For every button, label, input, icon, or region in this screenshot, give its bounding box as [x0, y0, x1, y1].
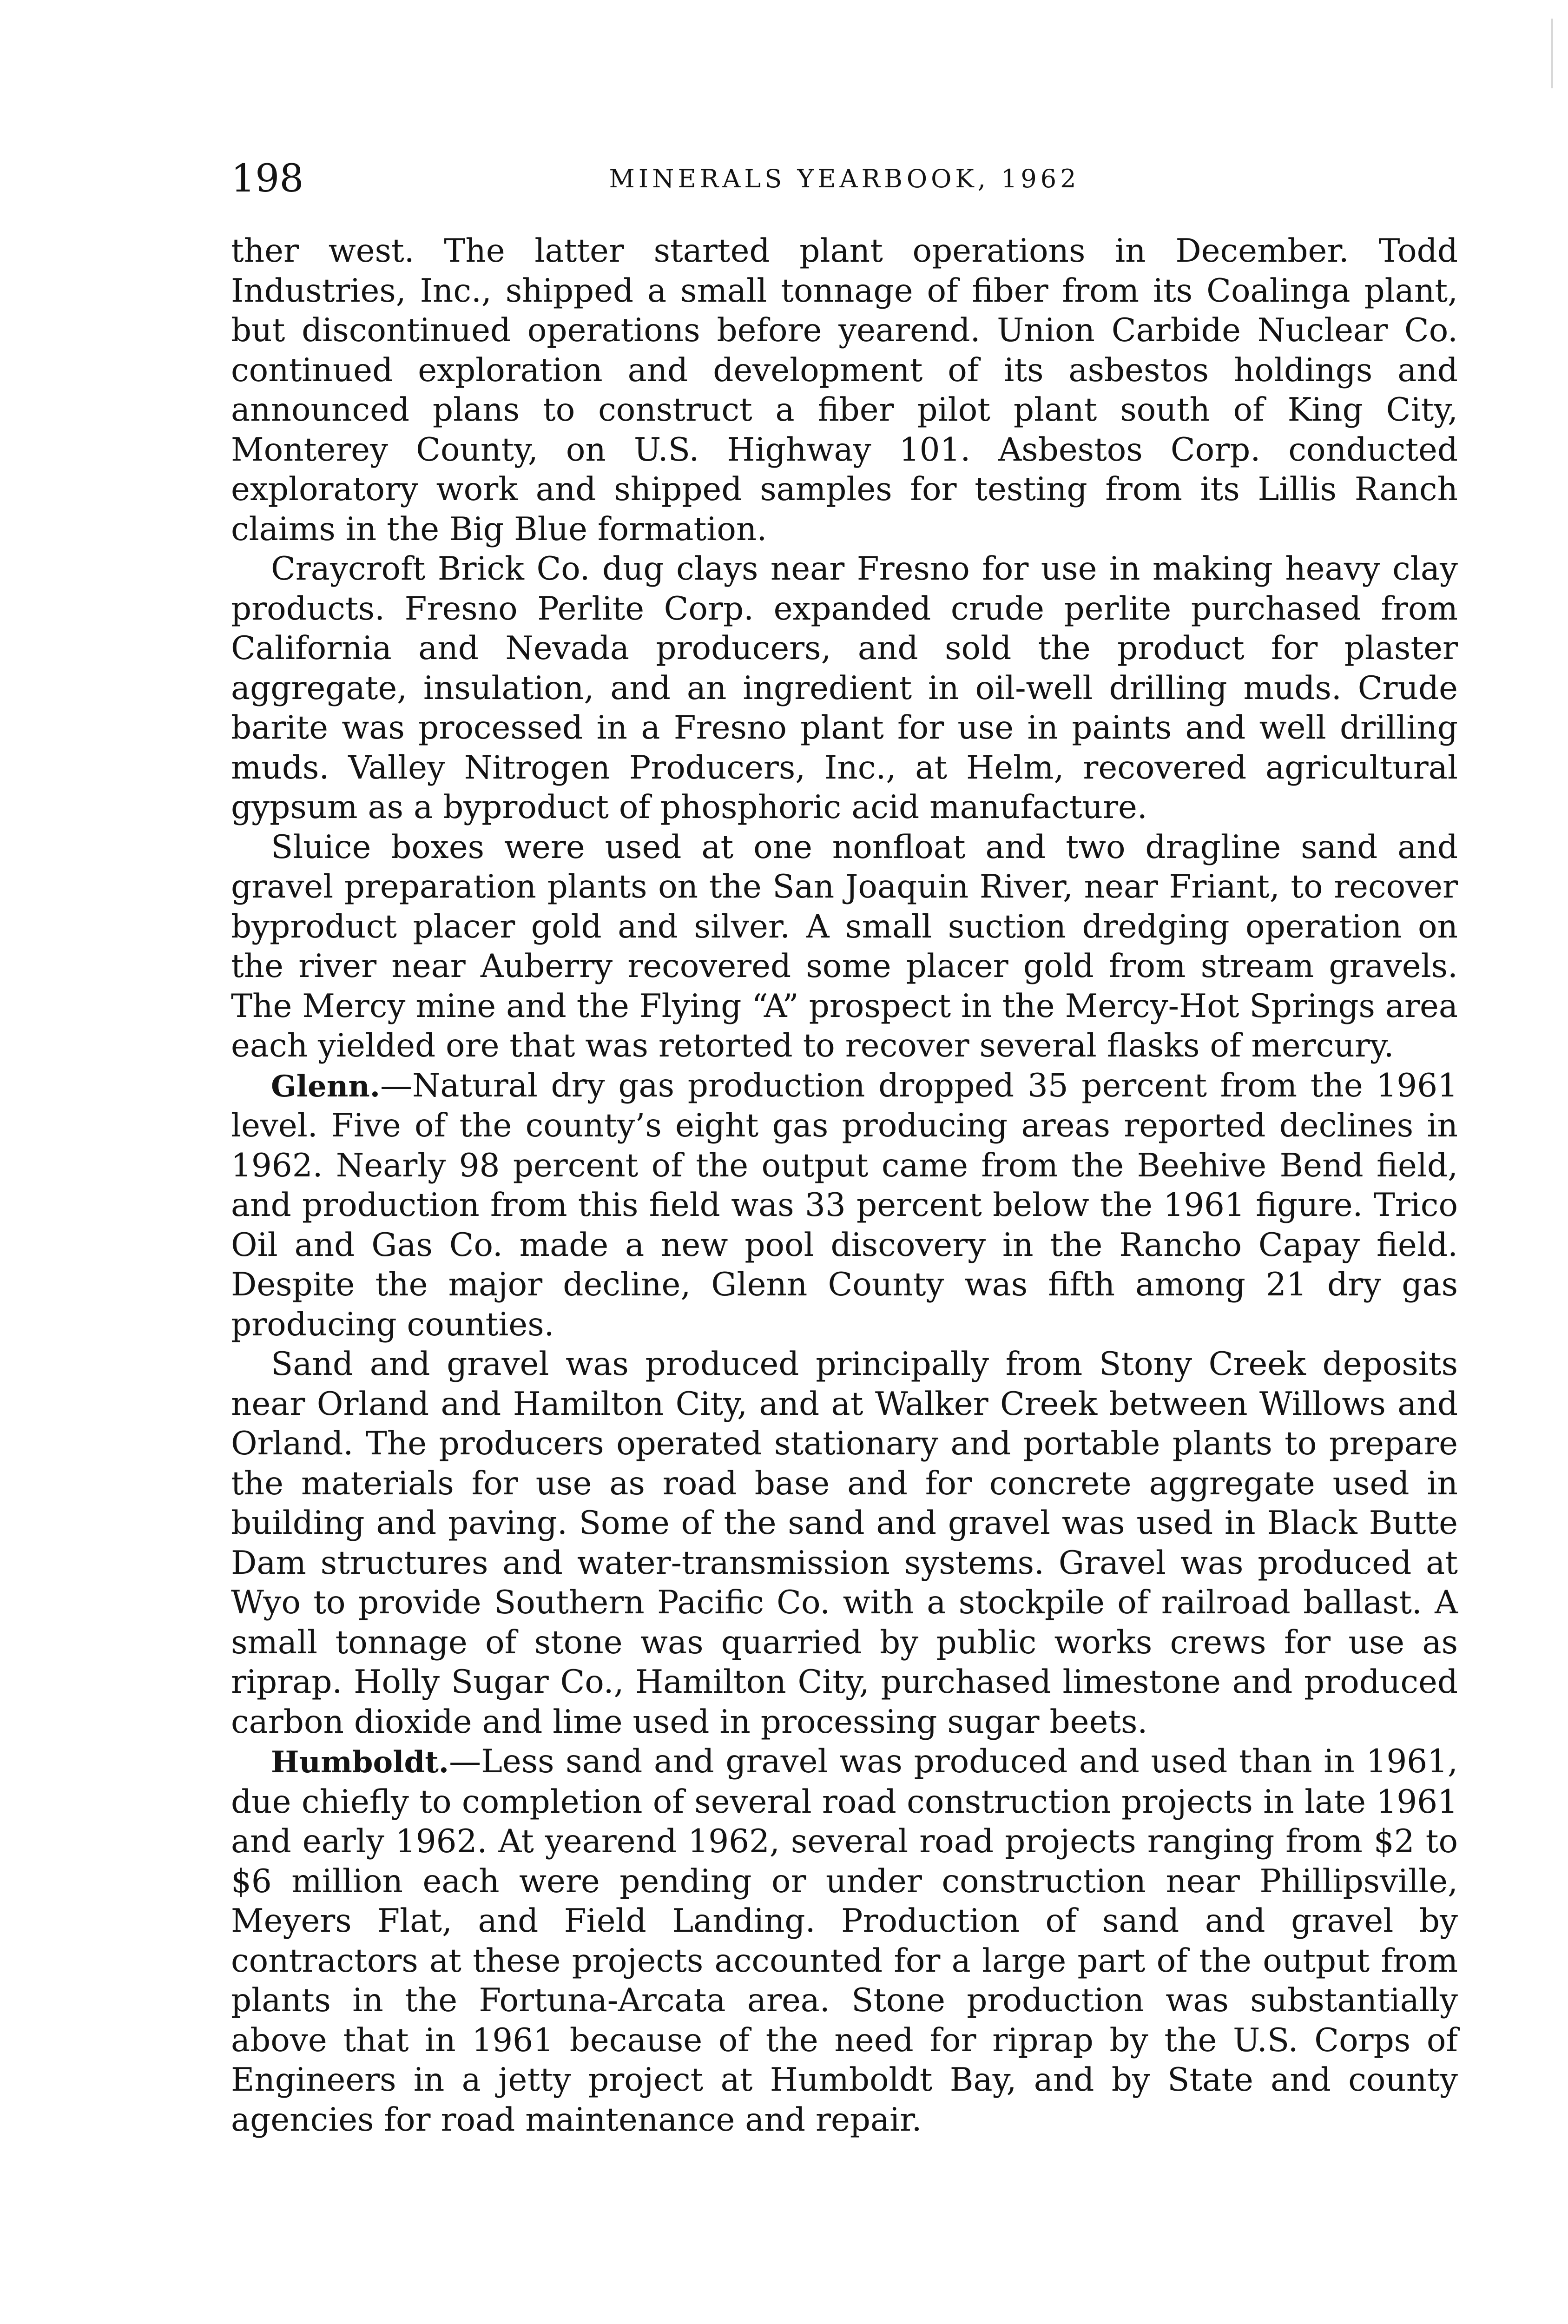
running-head: MINERALS YEARBOOK, 1962 — [609, 164, 1080, 193]
page-number: 198 — [231, 157, 304, 201]
paragraph-text: Sluice boxes were used at one nonfloat and two dragline sand and gravel preparation plants on the San Joaquin River, near Friant, to recover byproduct placer gold and silver. A small suction dredging operation on the river near Auberry recovered some placer gold from stream gravels. The Mercy mine and the Flying “A” prospect in the Mercy-Hot Springs area each yielded ore that was retorted to recover several flasks of mercury. — [231, 828, 1458, 1064]
paragraph-fresno-gold — [231, 828, 1458, 1066]
scan-edge-mark — [1551, 19, 1553, 88]
paragraph-glenn-gas — [231, 1066, 1458, 1345]
page-header — [231, 153, 1458, 205]
paragraph-text: —Natural dry gas production dropped 35 percent from the 1961 level. Five of the county’s eight gas producing areas reported declines in 1962. Nearly 98 percent of the output came from the Beehive Bend field, and production from this field was 33 percent below the 1961 figure. Trico Oil and Gas Co. made a new pool discovery in the Rancho Capay field. Despite the major decline, Glenn County was fifth among 21 dry gas producing counties. — [231, 1067, 1458, 1343]
paragraph-glenn-sand-gravel — [231, 1345, 1458, 1742]
paragraph-asbestos-continued — [231, 231, 1458, 549]
paragraph-humboldt — [231, 1742, 1458, 2140]
county-heading: Humboldt. — [271, 1745, 449, 1780]
paragraph-fresno-clays — [231, 549, 1458, 828]
paragraph-text: —Less sand and gravel was produced and used than in 1961, due chiefly to completion of several road construction projects in late 1961 and early 1962. At yearend 1962, several road projects ranging from $2 to $6 million each were pending or under construction near Phillipsville, Meyers Flat, and Field Landing. Production of sand and gravel by contractors at these projects accounted for a large part of the output from plants in the Fortuna-Arcata area. Stone production was substantially above that in 1961 because of the need for riprap by the U.S. Corps of Engineers in a jetty project at Humboldt Bay, and by State and county agencies for road maintenance and repair. — [231, 1743, 1458, 2139]
county-heading: Glenn. — [271, 1069, 381, 1104]
paragraph-text: Craycroft Brick Co. dug clays near Fresno for use in making heavy clay products. Fresno Perlite Corp. expanded crude perlite purchased from California and Nevada producers, and sold the product for plaster aggregate, insulation, and an ingredient in oil-well drilling muds. Crude barite was processed in a Fresno plant for use in paints and well drilling muds. Valley Nitrogen Producers, Inc., at Helm, recovered agricultural gypsum as a byproduct of phosphoric acid manufacture. — [231, 550, 1458, 826]
paragraph-text: ther west. The latter started plant operations in December. Todd Industries, Inc., shipped a small tonnage of fiber from its Coalinga plant, but discontinued operations before yearend. Union Carbide Nuclear Co. continued exploration and development of its asbestos holdings and announced plans to construct a fiber pilot plant south of King City, Monterey County, on U.S. Highway 101. Asbestos Corp. conducted exploratory work and shipped samples for testing from its Lillis Ranch claims in the Big Blue formation. — [231, 232, 1458, 548]
body-text — [231, 231, 1458, 2140]
paragraph-text: Sand and gravel was produced principally from Stony Creek deposits near Orland and Hamilton City, and at Walker Creek between Willows and Orland. The producers operated stationary and portable plants to prepare the materials for use as road base and for concrete aggregate used in building and paving. Some of the sand and gravel was used in Black Butte Dam structures and water-transmission systems. Gravel was produced at Wyo to provide Southern Pacific Co. with a stockpile of railroad ballast. A small tonnage of stone was quarried by public works crews for use as riprap. Holly Sugar Co., Hamilton City, purchased limestone and produced carbon dioxide and lime used in processing sugar beets. — [231, 1346, 1458, 1741]
